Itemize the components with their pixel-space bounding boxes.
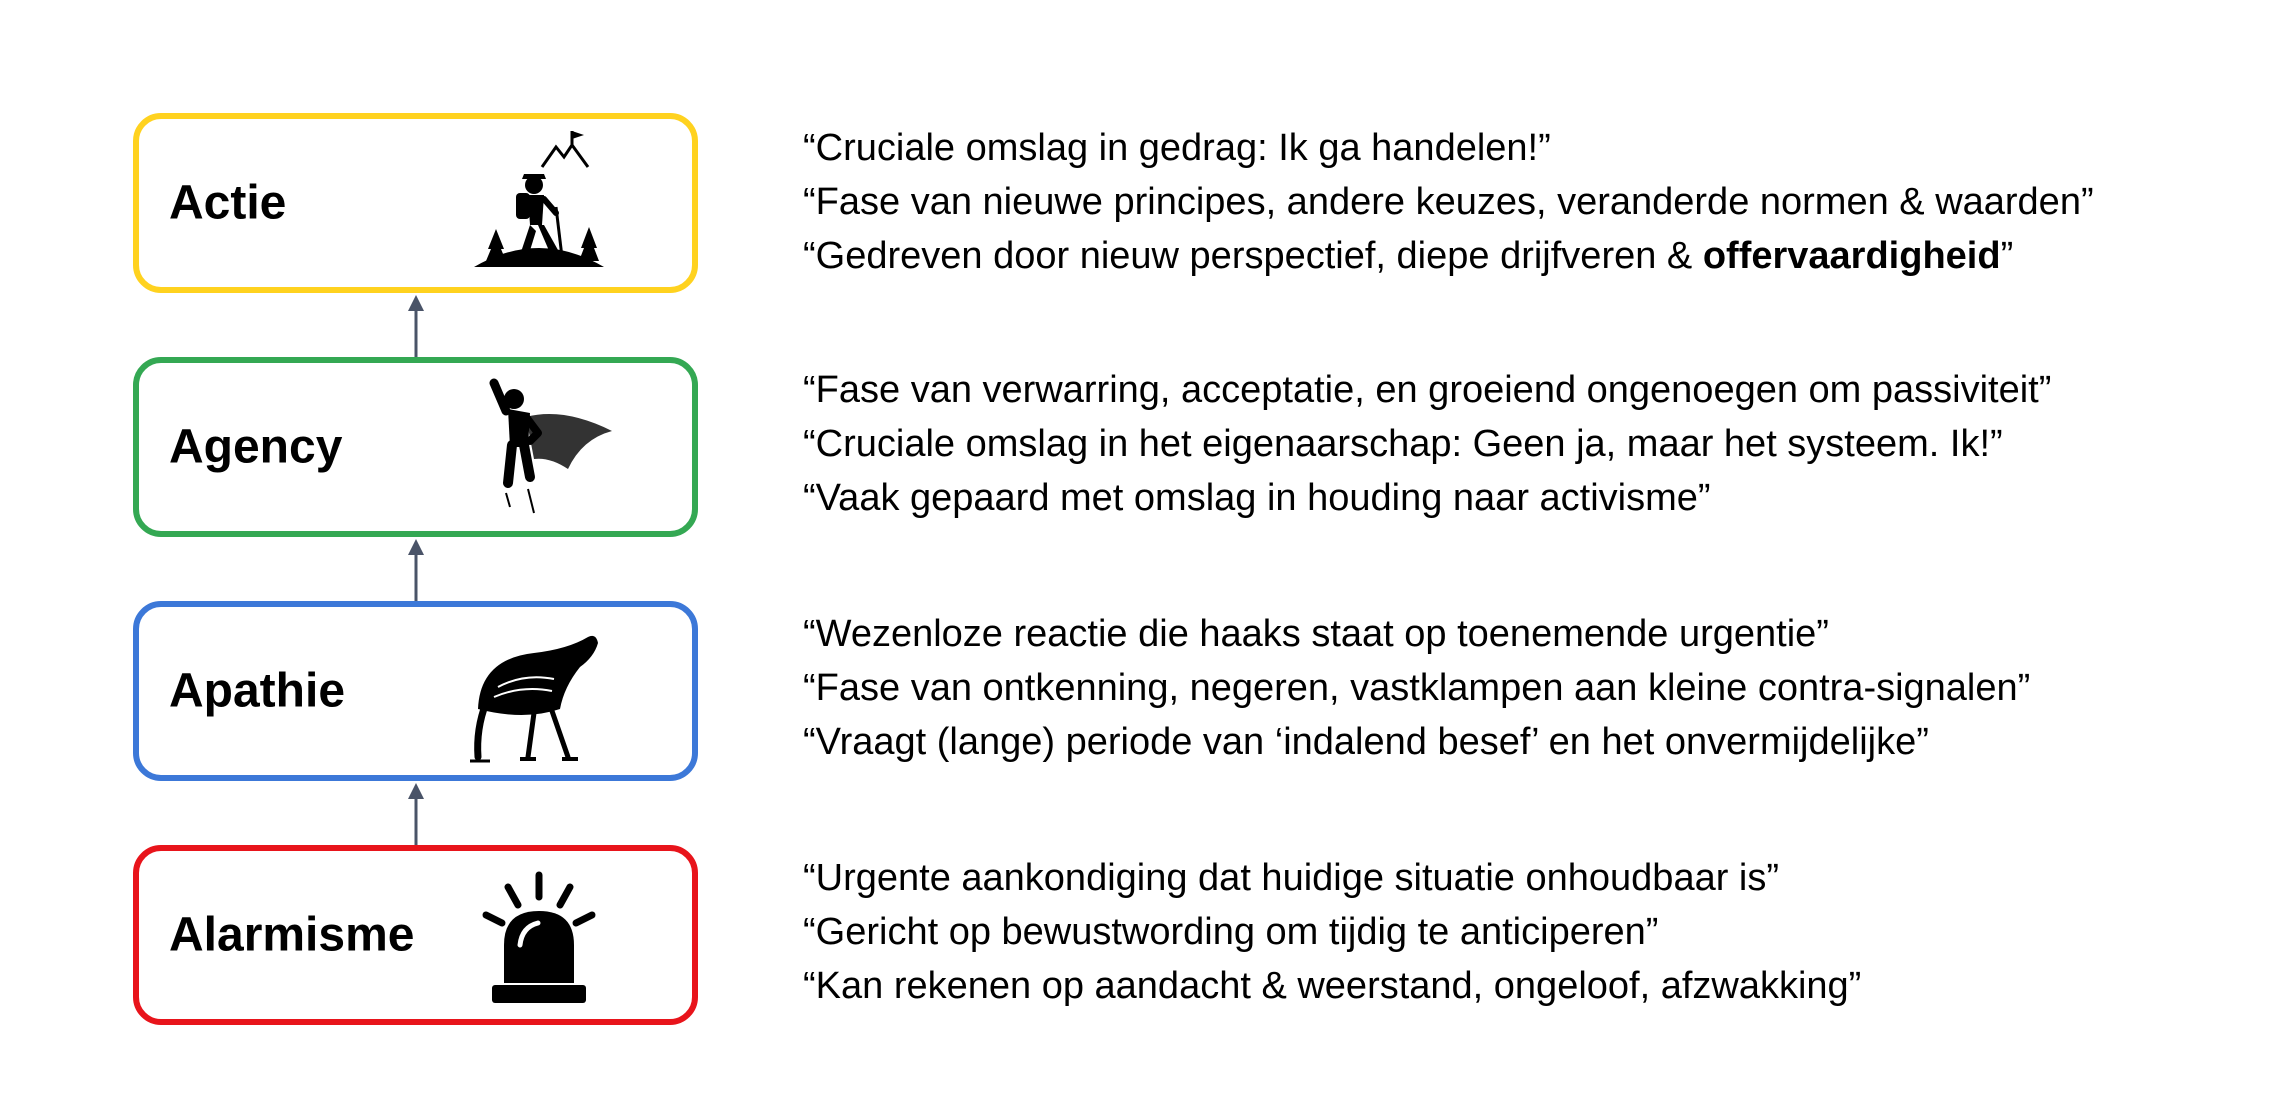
stage-description-agency [803, 363, 2263, 525]
stage-description-alarmisme [803, 851, 2263, 1013]
stage-box-agency [133, 357, 698, 537]
stage-label-apathie: Apathie [169, 664, 346, 718]
description-line: “Gericht op bewustwording om tijdig te anticiperen” [803, 911, 1659, 953]
description-line: “Kan rekenen op aandacht & weerstand, ongeloof, afzwakking” [803, 965, 1862, 1007]
arrow-alarmisme-to-apathie [404, 781, 428, 845]
ostrich-icon [464, 617, 614, 767]
description-line: “Fase van nieuwe principes, andere keuzes, veranderde normen & waarden” [803, 181, 2094, 223]
stage-label-actie: Actie [169, 176, 287, 230]
superhero-icon [464, 373, 614, 523]
stage-box-actie [133, 113, 698, 293]
description-line: “Cruciale omslag in het eigenaarschap: Geen ja, maar het systeem. Ik!” [803, 423, 2003, 465]
stage-box-apathie [133, 601, 698, 781]
stage-description-apathie [803, 607, 2263, 769]
description-line: “Gedreven door nieuw perspectief, diepe drijfveren & offervaardigheid” [803, 235, 2014, 277]
description-line: “Wezenloze reactie die haaks staat op toenemende urgentie” [803, 613, 1829, 655]
description-line: “Vaak gepaard met omslag in houding naar activisme” [803, 477, 1711, 519]
description-line: “Vraagt (lange) periode van ‘indalend besef’ en het onvermijdelijke” [803, 721, 1929, 763]
arrow-apathie-to-agency [404, 537, 428, 601]
stage-label-agency: Agency [169, 420, 343, 474]
stage-label-alarmisme: Alarmisme [169, 908, 415, 962]
arrow-agency-to-actie [404, 293, 428, 357]
emphasis-offervaardigheid: offervaardigheid [1702, 235, 2001, 277]
hiker-mountain-icon [464, 129, 614, 279]
description-line: “Fase van ontkenning, negeren, vastklampen aan kleine contra-signalen” [803, 667, 2031, 709]
description-line: “Urgente aankondiging dat huidige situatie onhoudbaar is” [803, 857, 1780, 899]
description-line: “Fase van verwarring, acceptatie, en groeiend ongenoegen om passiviteit” [803, 369, 2052, 411]
stage-description-actie [803, 121, 2263, 283]
description-line: “Cruciale omslag in gedrag: Ik ga handelen!” [803, 127, 1551, 169]
stage-box-alarmisme [133, 845, 698, 1025]
alarm-siren-icon [464, 861, 614, 1011]
